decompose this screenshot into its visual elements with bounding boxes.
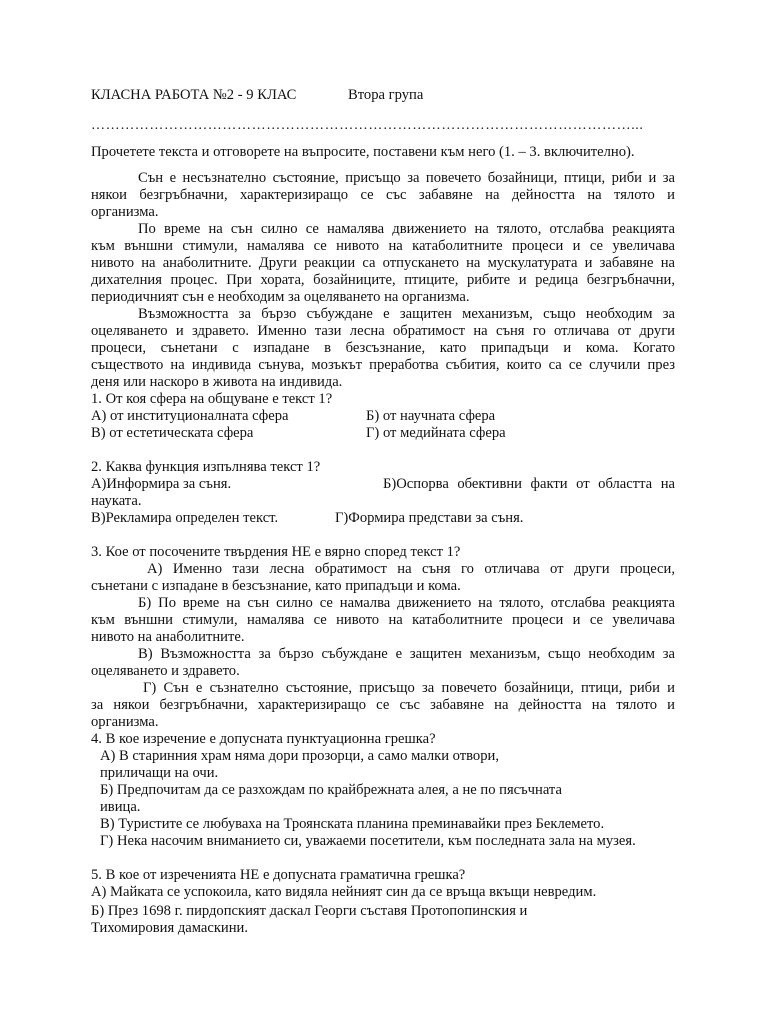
q3-option-d-cont: организма. [91,714,159,730]
q1-option-b: Б) от научната сфера [366,408,496,424]
q2-option-d: Г)Формира представи за съня. [335,510,524,526]
q2-option-a: А)Информира за съня. [91,476,232,492]
q4-option-c: В) Туристите се любуваха на Троянската планина преминавайки през Беклемето. [100,816,605,832]
question-2: 2. Каква функция изпълнява текст 1? [91,459,321,475]
question-1: 1. От коя сфера на общуване е текст 1? [91,391,333,407]
passage-line: периодичният сън е необходим за оцеляването на организма. [91,289,470,305]
q1-option-d: Г) от медийната сфера [366,425,506,441]
passage-line: съществото на индивида сънува, мозъкът преработва събития, които са се случили през [91,357,675,373]
q4-option-b: Б) Предпочитам да се разхождам по крайбрежната алея, а не по пясъчната [100,782,562,798]
q3-option-d-cont: за някои безгръбначни, характеризиращо се със забавяне на дейността на тялото и [91,697,675,713]
name-line-separator: …………………………………………………………………………………………………... [91,118,644,133]
question-3: 3. Кое от посочените твърдения НЕ е вярно според текст 1? [91,544,461,560]
exam-group: Втора група [348,87,424,103]
instruction: Прочетете текста и отговорете на въпросите, поставени към него (1. – 3. включително). [91,144,635,160]
passage-line: дихателния процес. При хората, бозайниците, птиците, рибите и редица безгръбначни, [91,272,675,288]
q4-option-d: Г) Нека насочим вниманието си, уважаеми посетители, към последната зала на музея. [100,833,636,849]
passage-line: оцеляването и здравето. Именно тази лесна обратимост на съня го отличава от други [91,323,675,339]
passage-line: деня или наскоро в живота на индивида. [91,374,343,390]
passage-line: към външни стимули, намалява се нивото на катаболитните процеси и се увеличава [91,238,675,254]
passage-line: някои безгръбначни, характеризиращо се със забавяне на дейността на тялото и [91,187,675,203]
passage-line: По време на сън силно се намалява движението на тялото, отслабва реакцията [138,221,675,237]
q5-option-b-cont: Тихомировия дамаскини. [91,920,248,936]
q3-option-b-cont: към външни стимули, намалява се нивото на катаболитните процеси и се увеличава [91,612,675,628]
q4-option-a-cont: приличащи на очи. [100,765,219,781]
q1-option-a: А) от институционалната сфера [91,408,289,424]
question-5: 5. В кое от изреченията НЕ е допусната граматична грешка? [91,867,466,883]
passage-line: нивото на анаболитните. Други реакции са отпускането на мускулатурата и забавяне на [91,255,675,271]
q2-option-b-cont: науката. [91,493,142,509]
q4-option-b-cont: ивица. [100,799,141,815]
q1-option-c: В) от естетическата сфера [91,425,254,441]
q3-option-b: Б) По време на сън силно се намалва движението на тялото, отслабва реакцията [138,595,675,611]
q3-option-c: В) Възможността за бързо събуждане е защитен механизъм, също необходим за [138,646,675,662]
q4-option-a: А) В старинния храм няма дори прозорци, а само малки отвори, [100,748,499,764]
q5-option-a: А) Майката се успокоила, като видяла нейният син да се връща вкъщи невредим. [91,884,597,900]
passage-line: Възможността за бързо събуждане е защитен механизъм, също необходим за [138,306,675,322]
q3-option-d: Г) Сън е съзнателно състояние, присъщо за повечето бозайници, птици, риби и [143,680,675,696]
q3-option-a-cont: сънетани с изпадане в безсъзнание, като припадъци и кома. [91,578,461,594]
q5-option-b: Б) През 1698 г. пирдопският даскал Георги съставя Протопопинския и [91,903,528,919]
question-4: 4. В кое изречение е допусната пунктуационна грешка? [91,731,436,747]
passage-line: процеси, сънетани с изпадане в безсъзнание, като припадъци и кома. Когато [91,340,675,356]
q3-option-c-cont: оцеляването и здравето. [91,663,240,679]
passage-line: организма. [91,204,159,220]
q3-option-a: А) Именно тази лесна обратимост на съня го отличава от други процеси, [147,561,675,577]
q3-option-b-cont: нивото на анаболитните. [91,629,245,645]
passage-line: Сън е несъзнателно състояние, присъщо за повечето бозайници, птици, риби и за [138,170,675,186]
exam-title: КЛАСНА РАБОТА №2 - 9 КЛАС [91,87,297,103]
q2-option-b: Б)Оспорва обективни факти от областта на [383,476,675,492]
q2-option-c: В)Рекламира определен текст. [91,510,279,526]
